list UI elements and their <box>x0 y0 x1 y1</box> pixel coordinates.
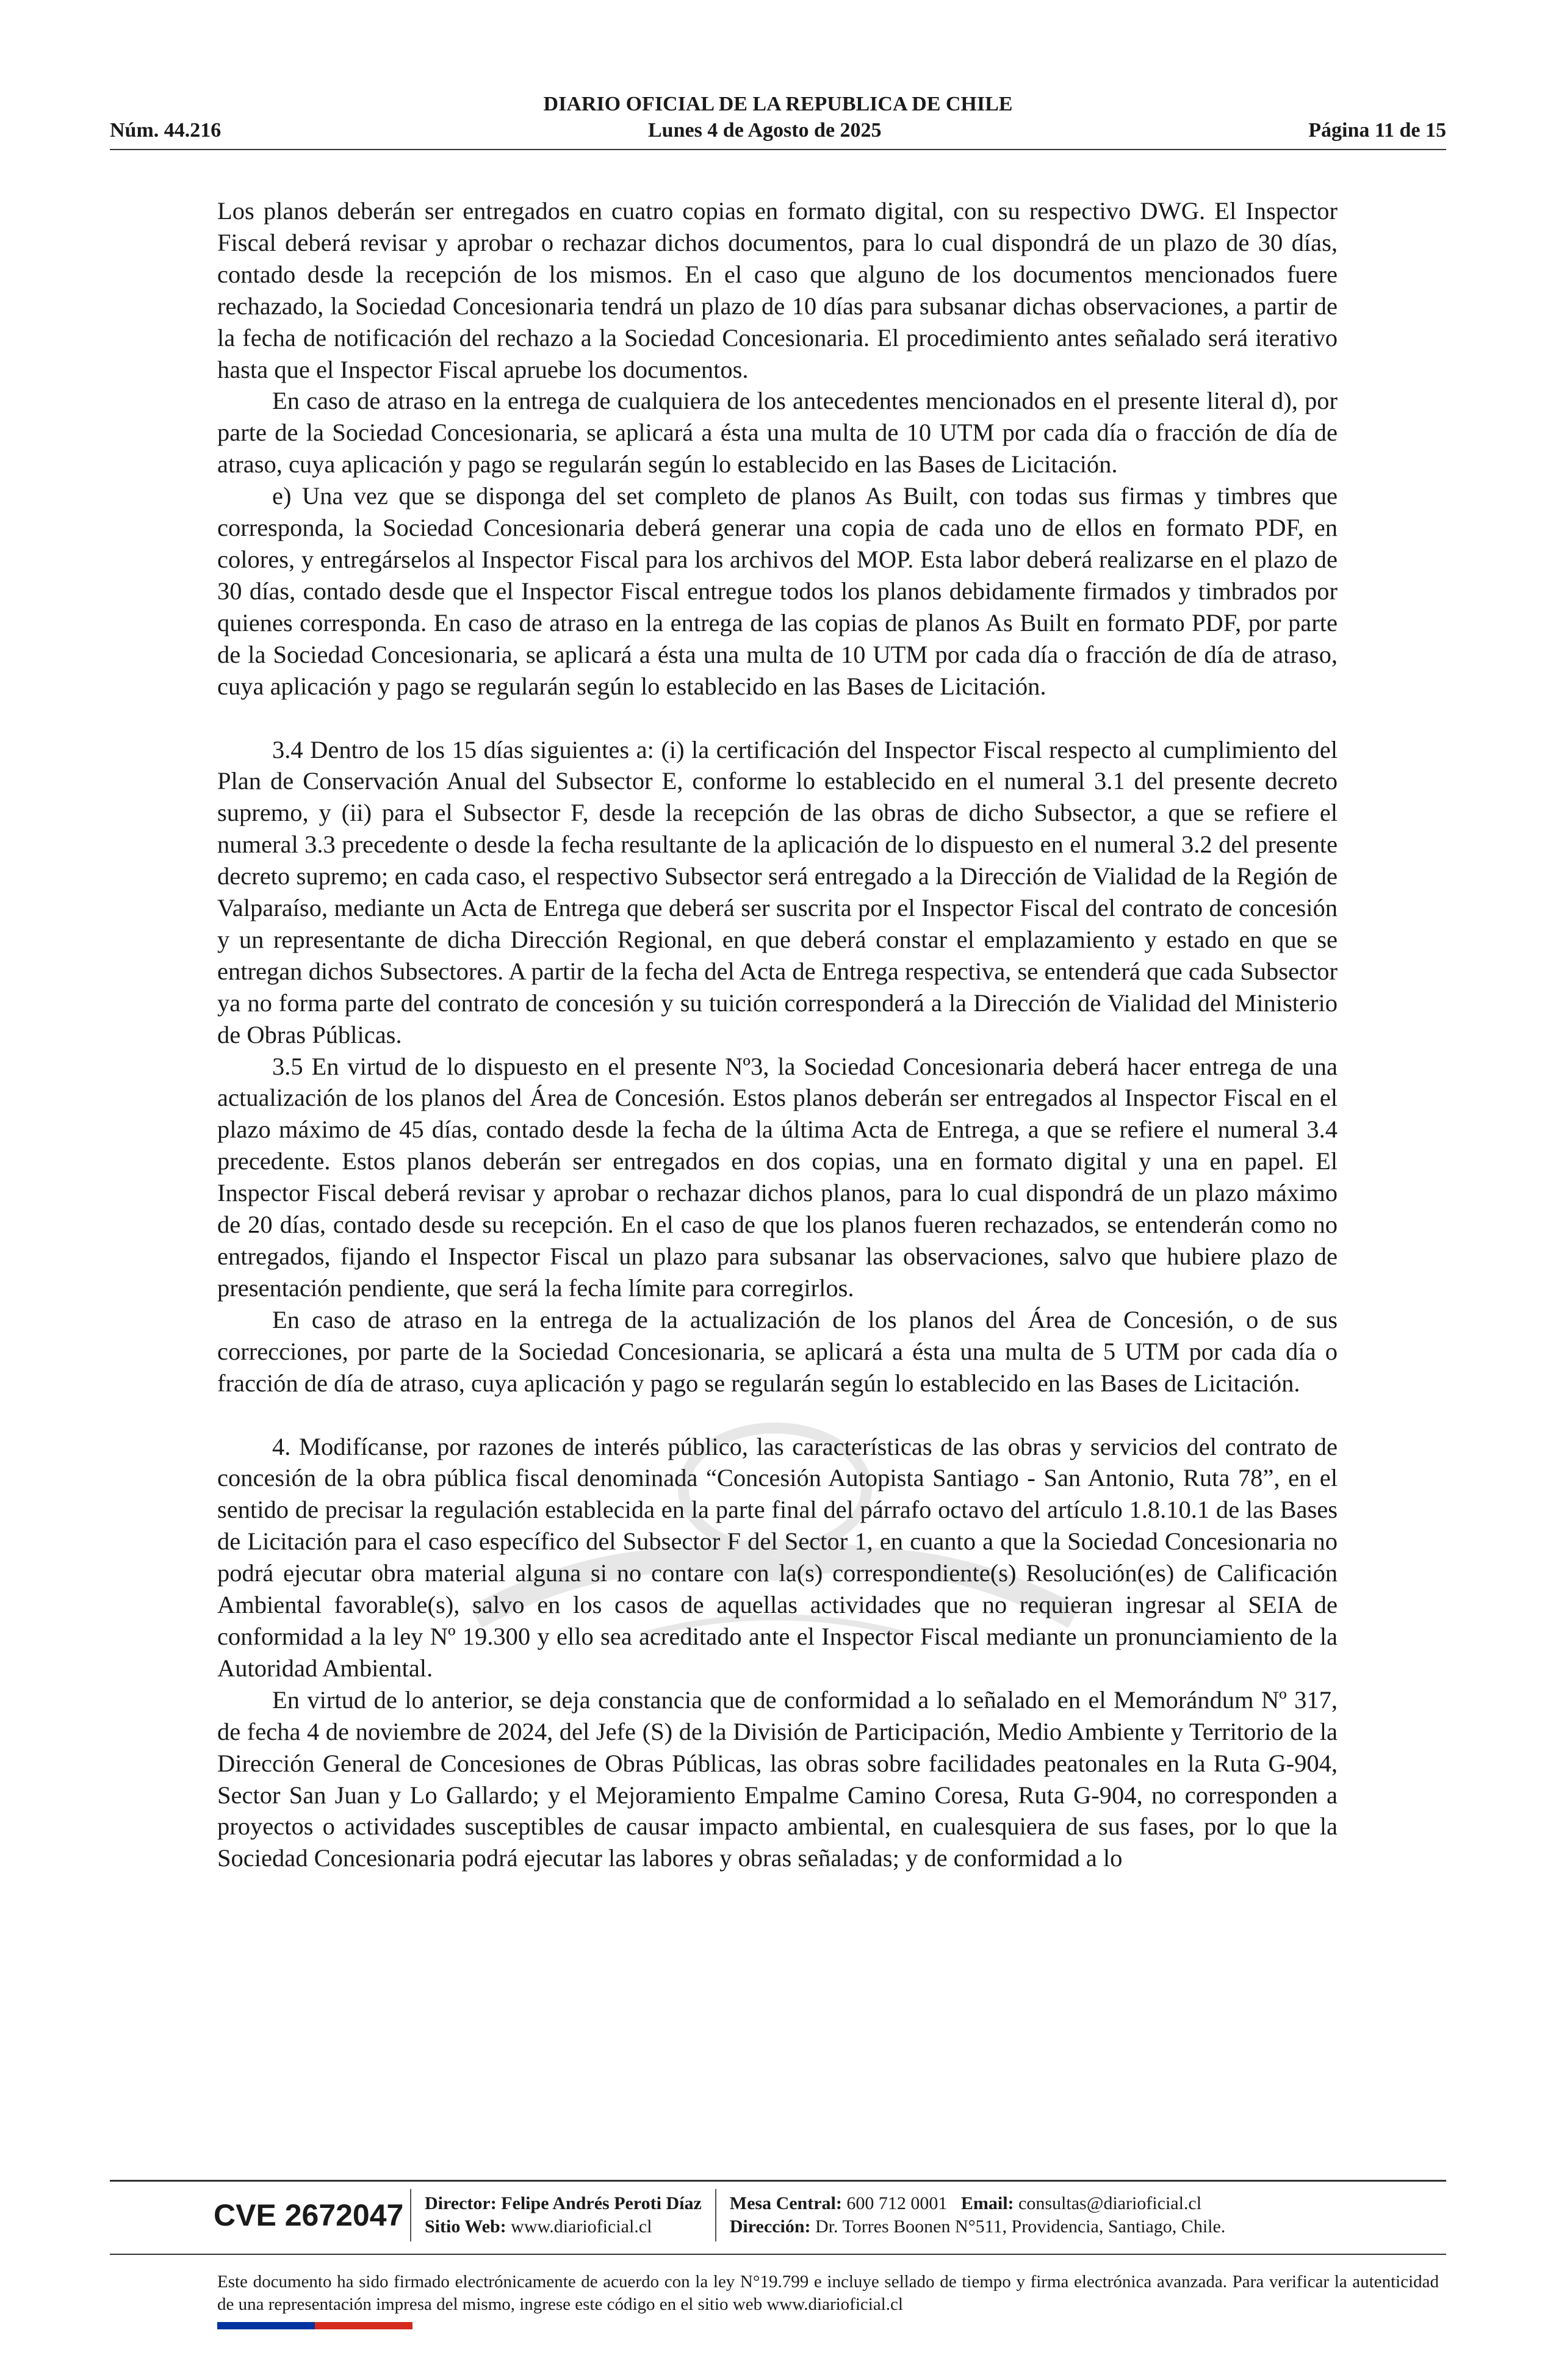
paragraph-literal-e: e) Una vez que se disponga del set completo de planos As Built, con todas sus firmas y timbres que corresponda, la Sociedad Concesionaria deberá generar una copia de cada uno de ellos en formato PDF, en colores, y entregárselos al Inspector Fiscal para los archivos del MOP. Esta labor deberá realizarse en el plazo de 30 días, contado desde que el Inspector Fiscal entregue todos los planos debidamente firmados y timbrados por quienes corresponda. En caso de atraso en la entrega de las copias de planos As Built en formato PDF, por parte de la Sociedad Concesionaria, se aplicará a ésta una multa de 10 UTM por cada día o fracción de día de atraso, cuya aplicación y pago se regularán según lo establecido en las Bases de Licitación. <box>217 482 1338 700</box>
paragraph-memorandum: En virtud de lo anterior, se deja constancia que de conformidad a lo señalado en el Memorándum Nº 317, de fecha 4 de noviembre de 2024, del Jefe (S) de la División de Participación, Medio Ambiente y Territorio de la Dirección General de Concesiones de Obras Públicas, las obras sobre facilidades peatonales en la Ruta G-904, Sector San Juan y Lo Gallardo; y el Mejoramiento Empalme Camino Coresa, Ruta G-904, no corresponden a proyectos o actividades susceptibles de causar impacto ambiental, en cualesquiera de sus fases, por lo que la Sociedad Concesionaria podrá ejecutar las labores y obras señaladas; y de conformidad a lo <box>217 1686 1338 1872</box>
header-meta-row <box>110 117 1446 144</box>
email-link[interactable]: consultas@diarioficial.cl <box>1018 2193 1202 2213</box>
paragraph-multa-3-5: En caso de atraso en la entrega de la actualización de los planos del Área de Concesión, o de sus correcciones, por parte de la Sociedad Concesionaria, se aplicará a ésta una multa de 5 UTM por cada día o fracción de día de atraso, cuya aplicación y pago se regularán según lo establecido en las Bases de Licitación. <box>217 1305 1338 1397</box>
site-link[interactable]: www.diarioficial.cl <box>511 2216 652 2237</box>
site-label: Sitio Web: <box>425 2216 506 2237</box>
footer-director-column <box>425 2192 702 2238</box>
cve-code: CVE 2672047 <box>214 2198 404 2232</box>
director-name: Felipe Andrés Peroti Díaz <box>501 2193 702 2213</box>
director-label: Director: <box>425 2193 497 2213</box>
flag-blue-segment <box>217 2322 315 2329</box>
email-label: Email: <box>960 2193 1014 2213</box>
mesa-phone: 600 712 0001 <box>846 2193 948 2213</box>
page-footer <box>110 2180 1446 2329</box>
document-body <box>217 195 1338 1874</box>
header-rule <box>110 149 1446 150</box>
paragraph-numeral-3-4: 3.4 Dentro de los 15 días siguientes a: (i) la certificación del Inspector Fiscal respecto al cumplimiento del Plan de Conservación Anual del Subsector E, conforme lo establecido en el numeral 3.1 del presente decreto supremo, y (ii) para el Subsector F, desde la recepción de las obras de dicho Subsector, a que se refiere el numeral 3.3 precedente o desde la fecha resultante de la aplicación de lo dispuesto en el numeral 3.2 del presente decreto supremo; en cada caso, el respectivo Subsector será entregado a la Dirección de Vialidad de la Región de Valparaíso, mediante un Acta de Entrega que deberá ser suscrita por el Inspector Fiscal del contrato de concesión y un representante de dicha Dirección Regional, en que deberá constar el emplazamiento y estado en que se entregan dichos Subsectores. A partir de la fecha del Acta de Entrega respectiva, se entenderá que cada Subsector ya no forma parte del contrato de concesión y su tuición corresponderá a la Dirección de Vialidad del Ministerio de Obras Públicas. <box>217 735 1338 1048</box>
page-header <box>110 92 1446 150</box>
flag-color-bar <box>217 2322 1446 2329</box>
legal-notice: Este documento ha sido firmado electrónicamente de acuerdo con la ley N°19.799 e incluye sellado de tiempo y firma electrónica avanzada. Para verificar la autenticidad de una representación impresa del mismo, ingrese este código en el sitio web www.diarioficial.cl <box>217 2272 1439 2314</box>
footer-contact-column <box>730 2192 1226 2238</box>
footer-divider <box>410 2189 411 2241</box>
issue-date: Lunes 4 de Agosto de 2025 <box>647 119 882 142</box>
footer-mid-rule <box>110 2254 1446 2255</box>
address-label: Dirección: <box>729 2216 811 2237</box>
paragraph-multa-literal-d: En caso de atraso en la entrega de cualquiera de los antecedentes mencionados en el presente literal d), por parte de la Sociedad Concesionaria, se aplicará a ésta una multa de 10 UTM por cada día o fracción de día de atraso, cuya aplicación y pago se regularán según lo establecido en las Bases de Licitación. <box>217 387 1338 478</box>
newspaper-title: DIARIO OFICIAL DE LA REPUBLICA DE CHILE <box>543 93 1013 115</box>
footer-info-row <box>110 2182 1446 2249</box>
mesa-label: Mesa Central: <box>729 2193 842 2213</box>
page-number: Página 11 de 15 <box>1308 119 1446 142</box>
paragraph-numeral-3-5: 3.5 En virtud de lo dispuesto en el presente Nº3, la Sociedad Concesionaria deberá hacer entrega de una actualización de los planos del Área de Concesión. Estos planos deberán ser entregados al Inspector Fiscal en el plazo máximo de 45 días, contado desde la fecha de la última Acta de Entrega, a que se refiere el numeral 3.4 precedente. Estos planos deberán ser entregados en dos copias, una en formato digital y una en papel. El Inspector Fiscal deberá revisar y aprobar o rechazar dichos planos, para lo cual dispondrá de un plazo máximo de 20 días, contado desde su recepción. En el caso de que los planos fueren rechazados, se entenderán como no entregados, fijando el Inspector Fiscal un plazo para subsanar las observaciones, salvo que hubiere plazo de presentación pendiente, que será la fecha límite para corregirlos. <box>217 1052 1338 1302</box>
flag-red-segment <box>315 2322 412 2329</box>
footer-divider <box>715 2189 716 2241</box>
address-value: Dr. Torres Boonen N°511, Providencia, Santiago, Chile. <box>815 2216 1226 2237</box>
paragraph-numeral-4: 4. Modifícanse, por razones de interés público, las características de las obras y servicios del contrato de concesión de la obra pública fiscal denominada “Concesión Autopista Santiago - San Antonio, Ruta 78”, en el sentido de precisar la regulación establecida en la parte final del párrafo octavo del artículo 1.8.10.1 de las Bases de Licitación para el caso específico del Subsector F del Sector 1, en cuanto a que la Sociedad Concesionaria no podrá ejecutar obra material alguna si no contare con la(s) correspondiente(s) Resolución(es) de Calificación Ambiental favorable(s), salvo en los casos de aquellas actividades que no requieran ingresar al SEIA de conformidad a la ley Nº 19.300 y ello sea acreditado ante el Inspector Fiscal mediante un pronunciamiento de la Autoridad Ambiental. <box>217 1432 1338 1682</box>
issue-number: Núm. 44.216 <box>110 119 222 142</box>
paragraph-planos-digitales: Los planos deberán ser entregados en cuatro copias en formato digital, con su respectivo DWG. El Inspector Fiscal deberá revisar y aprobar o rechazar dichos documentos, para lo cual dispondrá de un plazo de 30 días, contado desde la recepción de los mismos. En el caso que alguno de los documentos mencionados fuere rechazado, la Sociedad Concesionaria tendrá un plazo de 10 días para subsanar dichas observaciones, a partir de la fecha de notificación del rechazo a la Sociedad Concesionaria. El procedimiento antes señalado será iterativo hasta que el Inspector Fiscal apruebe los documentos. <box>217 197 1338 383</box>
